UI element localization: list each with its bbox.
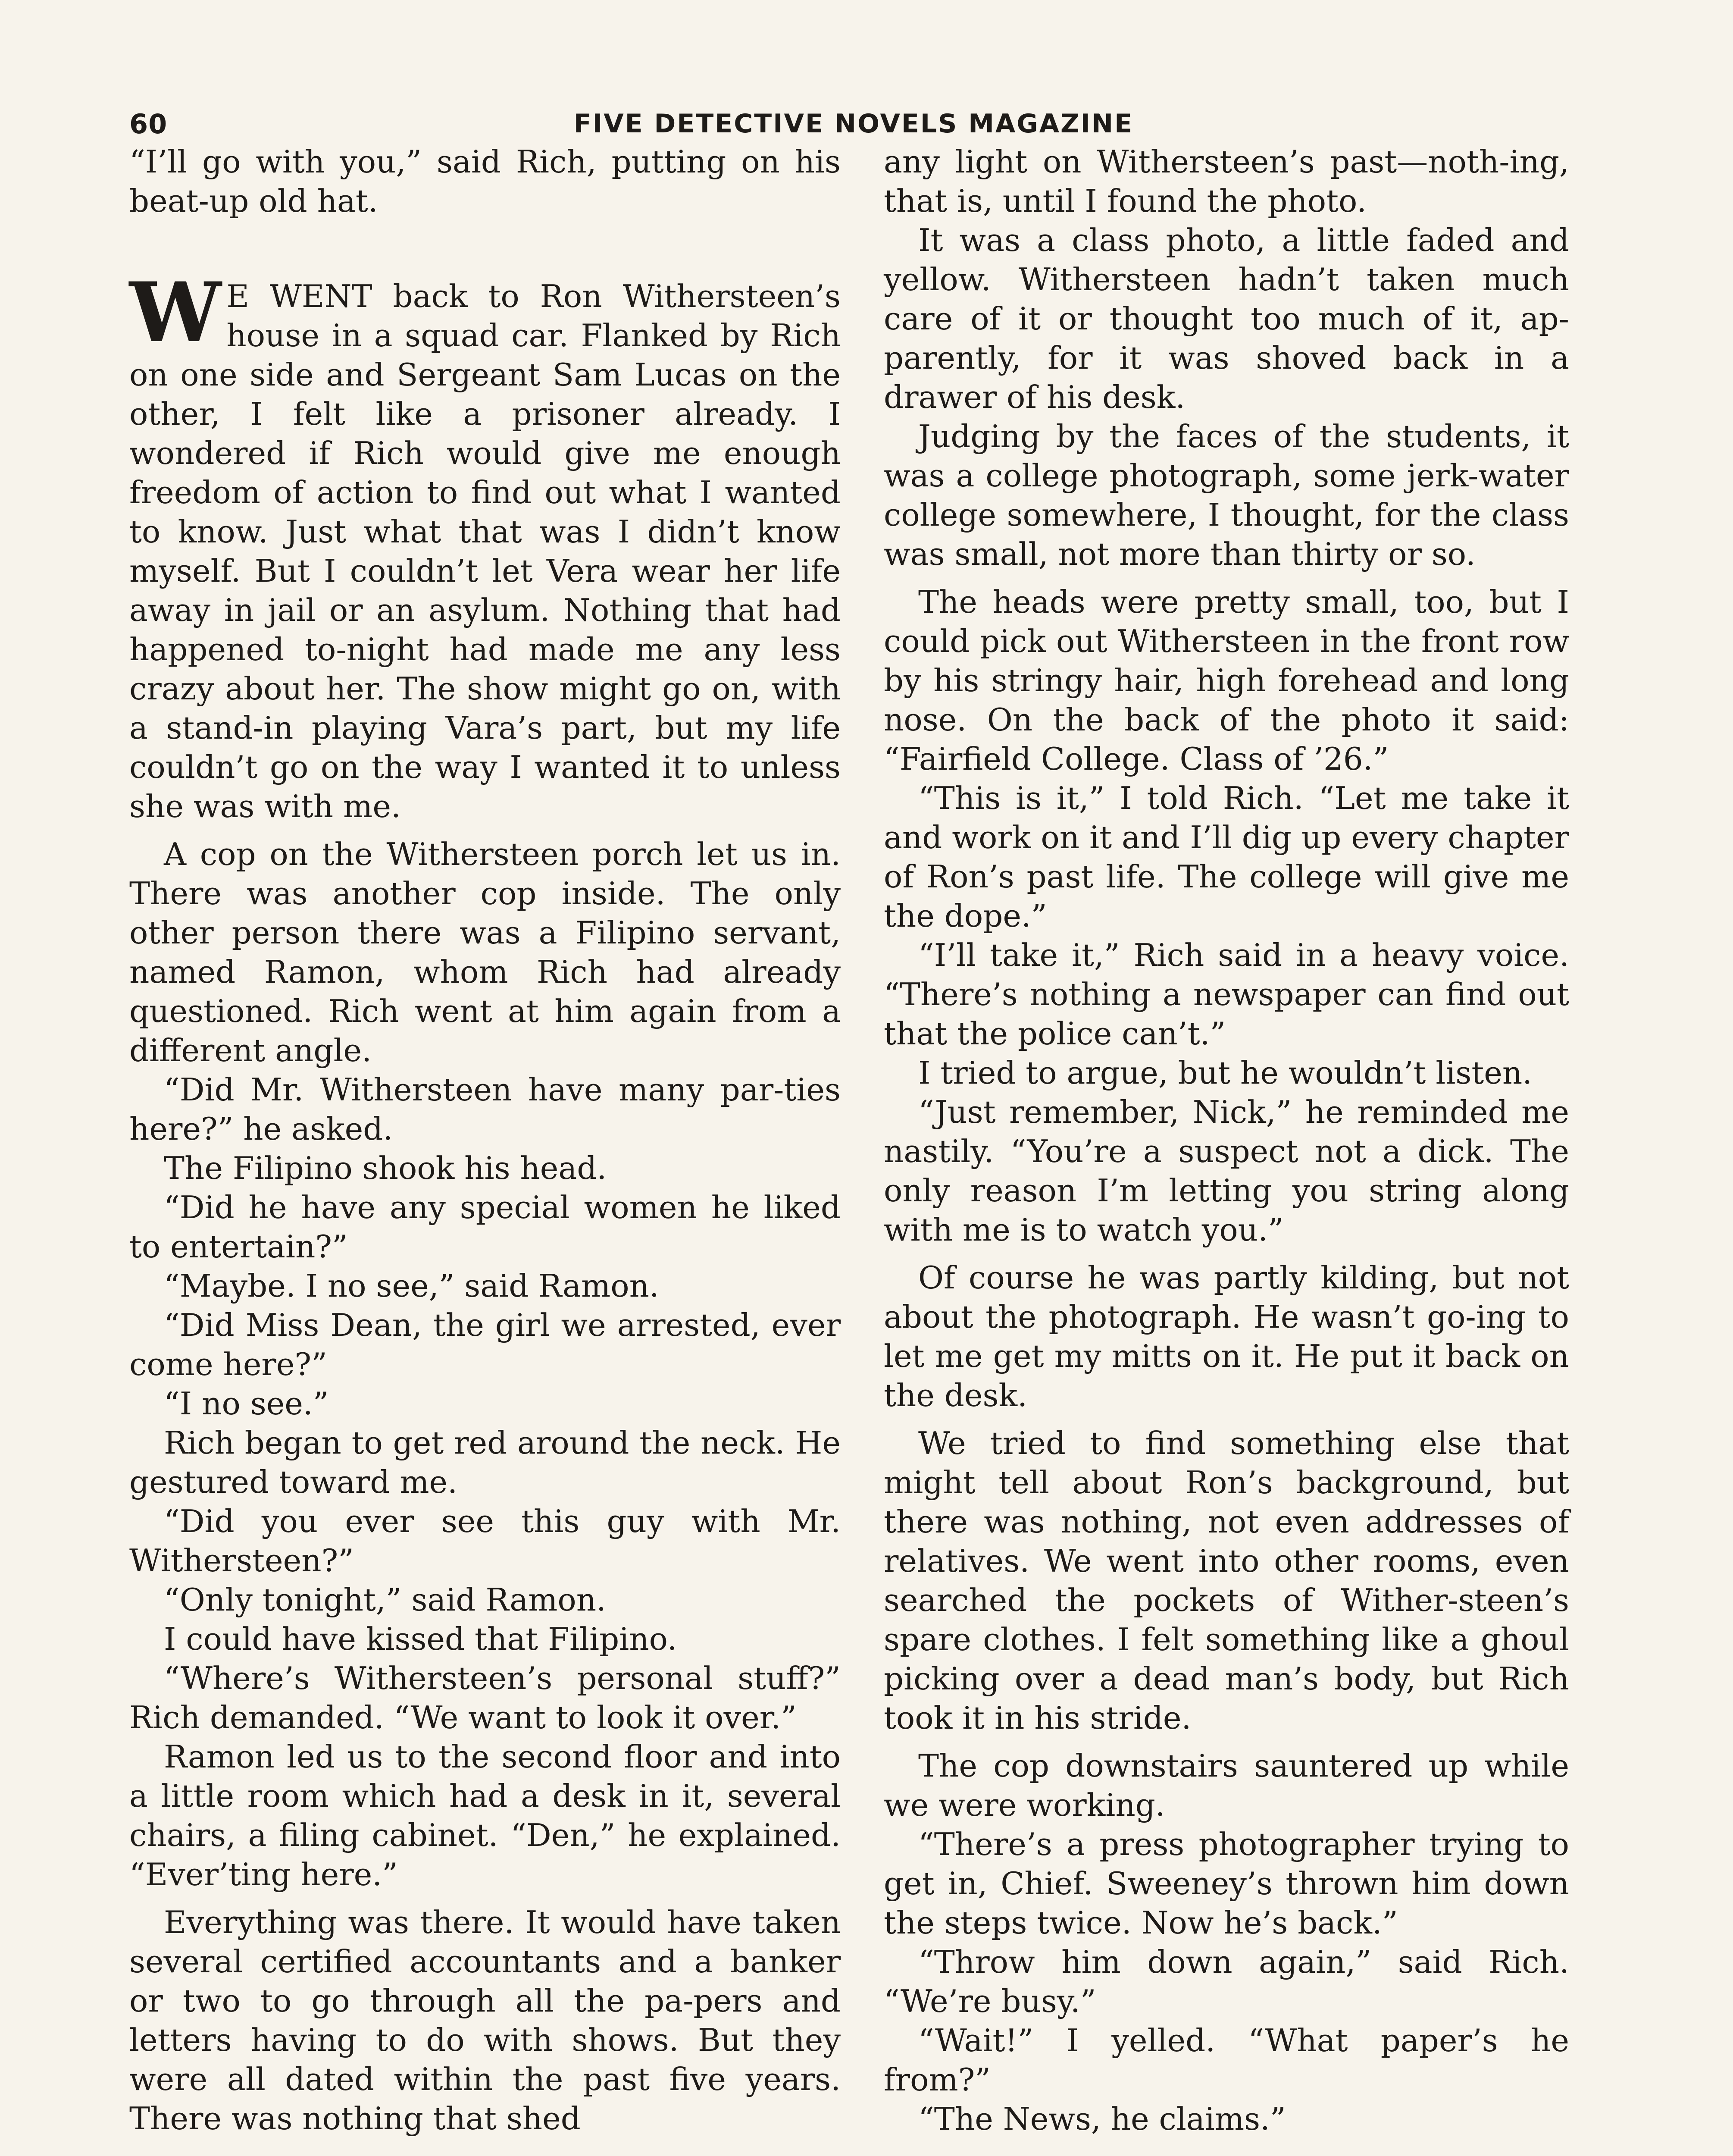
paragraph: Rich began to get red around the neck. He gestured toward me. bbox=[129, 1425, 841, 1500]
magazine-title: FIVE DETECTIVE NOVELS MAGAZINE bbox=[573, 109, 1134, 139]
paragraph: “I’ll take it,” Rich said in a heavy voice. “There’s nothing a newspaper can find out that the police can’t.” bbox=[884, 937, 1569, 1052]
paragraph: “I no see.” bbox=[164, 1385, 329, 1422]
paragraph: The Filipino shook his head. bbox=[164, 1150, 607, 1186]
right-column bbox=[884, 142, 1569, 2139]
paragraph: “Maybe. I no see,” said Ramon. bbox=[164, 1268, 659, 1304]
paragraph: Ramon led us to the second floor and into a little room which had a desk in it, several chairs, a filing cabinet. “Den,” he explained. “Ever’ting here.” bbox=[129, 1739, 841, 1893]
paragraph: “Where’s Withersteen’s personal stuff?” Rich demanded. “We want to look it over.” bbox=[129, 1660, 841, 1736]
paragraph: Of course he was partly kilding, but not about the photograph. He wasn’t go-ing to let me get my mitts on it. He put it back on the desk. bbox=[884, 1260, 1569, 1413]
paragraph: “Did you ever see this guy with Mr. Withersteen?” bbox=[129, 1503, 841, 1579]
paragraph: “Did he have any special women he liked to entertain?” bbox=[129, 1189, 841, 1265]
paragraph: “Did Mr. Withersteen have many par-ties here?” he asked. bbox=[129, 1072, 841, 1147]
paragraph: any light on Withersteen’s past—noth-ing, that is, until I found the photo. bbox=[884, 144, 1569, 219]
paragraph: Judging by the faces of the students, it was a college photograph, some jerk-water college somewhere, I thought, for the class was small, not more than thirty or so. bbox=[884, 418, 1569, 572]
paragraph: “Throw him down again,” said Rich. “We’re busy.” bbox=[884, 1944, 1569, 2019]
paragraph: “Just remember, Nick,” he reminded me nastily. “You’re a suspect not a dick. The only reason I’m letting you string along with me is to watch you.” bbox=[884, 1094, 1569, 1248]
paragraph-dropcap bbox=[129, 264, 841, 826]
drop-cap: W bbox=[129, 264, 222, 360]
paragraph: “Did Miss Dean, the girl we arrested, ever come here?” bbox=[129, 1307, 841, 1382]
left-column bbox=[129, 142, 841, 2138]
paragraph: “There’s a press photographer trying to get in, Chief. Sweeney’s thrown him down the steps twice. Now he’s back.” bbox=[884, 1826, 1569, 1941]
paragraph: Everything was there. It would have taken several certified accountants and a banker or two to go through all the pa-pers and letters having to do with shows. But they were all dated within the past five years. There was nothing that shed bbox=[129, 1904, 841, 2137]
paragraph: “Only tonight,” said Ramon. bbox=[164, 1582, 606, 1618]
page-header bbox=[129, 103, 1578, 144]
paragraph: “Wait!” I yelled. “What paper’s he from?” bbox=[884, 2022, 1569, 2098]
paragraph: It was a class photo, a little faded and yellow. Withersteen hadn’t taken much care of it or thought too much of it, ap-parently, for it was shoved back in a drawer of his desk. bbox=[884, 222, 1569, 415]
paragraph: The cop downstairs sauntered up while we were working. bbox=[884, 1748, 1569, 1823]
paragraph: “The News, he claims.” bbox=[918, 2101, 1286, 2137]
paragraph-text: E WENT back to Ron Withersteen’s house in a squad car. Flanked by Rich on one side and Sergeant Sam Lucas on the other, I felt like a prisoner already. I wondered if Rich would give me enough freedom of action to find out what I wanted to know. Just what that was I didn’t know myself. But I couldn’t let Vera wear her life away in jail or an asylum. Nothing that had happened to-night had made me any less crazy about her. The show might go on, with a stand-in playing Vara’s part, but my life couldn’t go on the way I wanted it to unless she was with me. bbox=[129, 278, 841, 824]
page-number: 60 bbox=[129, 108, 168, 140]
paragraph: A cop on the Withersteen porch let us in. There was another cop inside. The only other person there was a Filipino servant, named Ramon, whom Rich had already questioned. Rich went at him again from a different angle. bbox=[129, 836, 841, 1069]
paragraph: “This is it,” I told Rich. “Let me take it and work on it and I’ll dig up every chapter of Ron’s past life. The college will give me the dope.” bbox=[884, 780, 1569, 934]
paragraph: The heads were pretty small, too, but I could pick out Withersteen in the front row by his stringy hair, high forehead and long nose. On the back of the photo it said: “Fairfield College. Class of ’26.” bbox=[884, 584, 1569, 777]
paragraph: I could have kissed that Filipino. bbox=[164, 1621, 677, 1657]
paragraph: I tried to argue, but he wouldn’t listen. bbox=[918, 1055, 1533, 1091]
paragraph: We tried to find something else that might tell about Ron’s background, but there was nothing, not even addresses of relatives. We went into other rooms, even searched the pockets of Wither-steen’s spare clothes. I felt something like a ghoul picking over a dead man’s body, but Rich took it in his stride. bbox=[884, 1425, 1569, 1736]
paragraph: “I’ll go with you,” said Rich, putting on his beat-up old hat. bbox=[129, 144, 841, 219]
